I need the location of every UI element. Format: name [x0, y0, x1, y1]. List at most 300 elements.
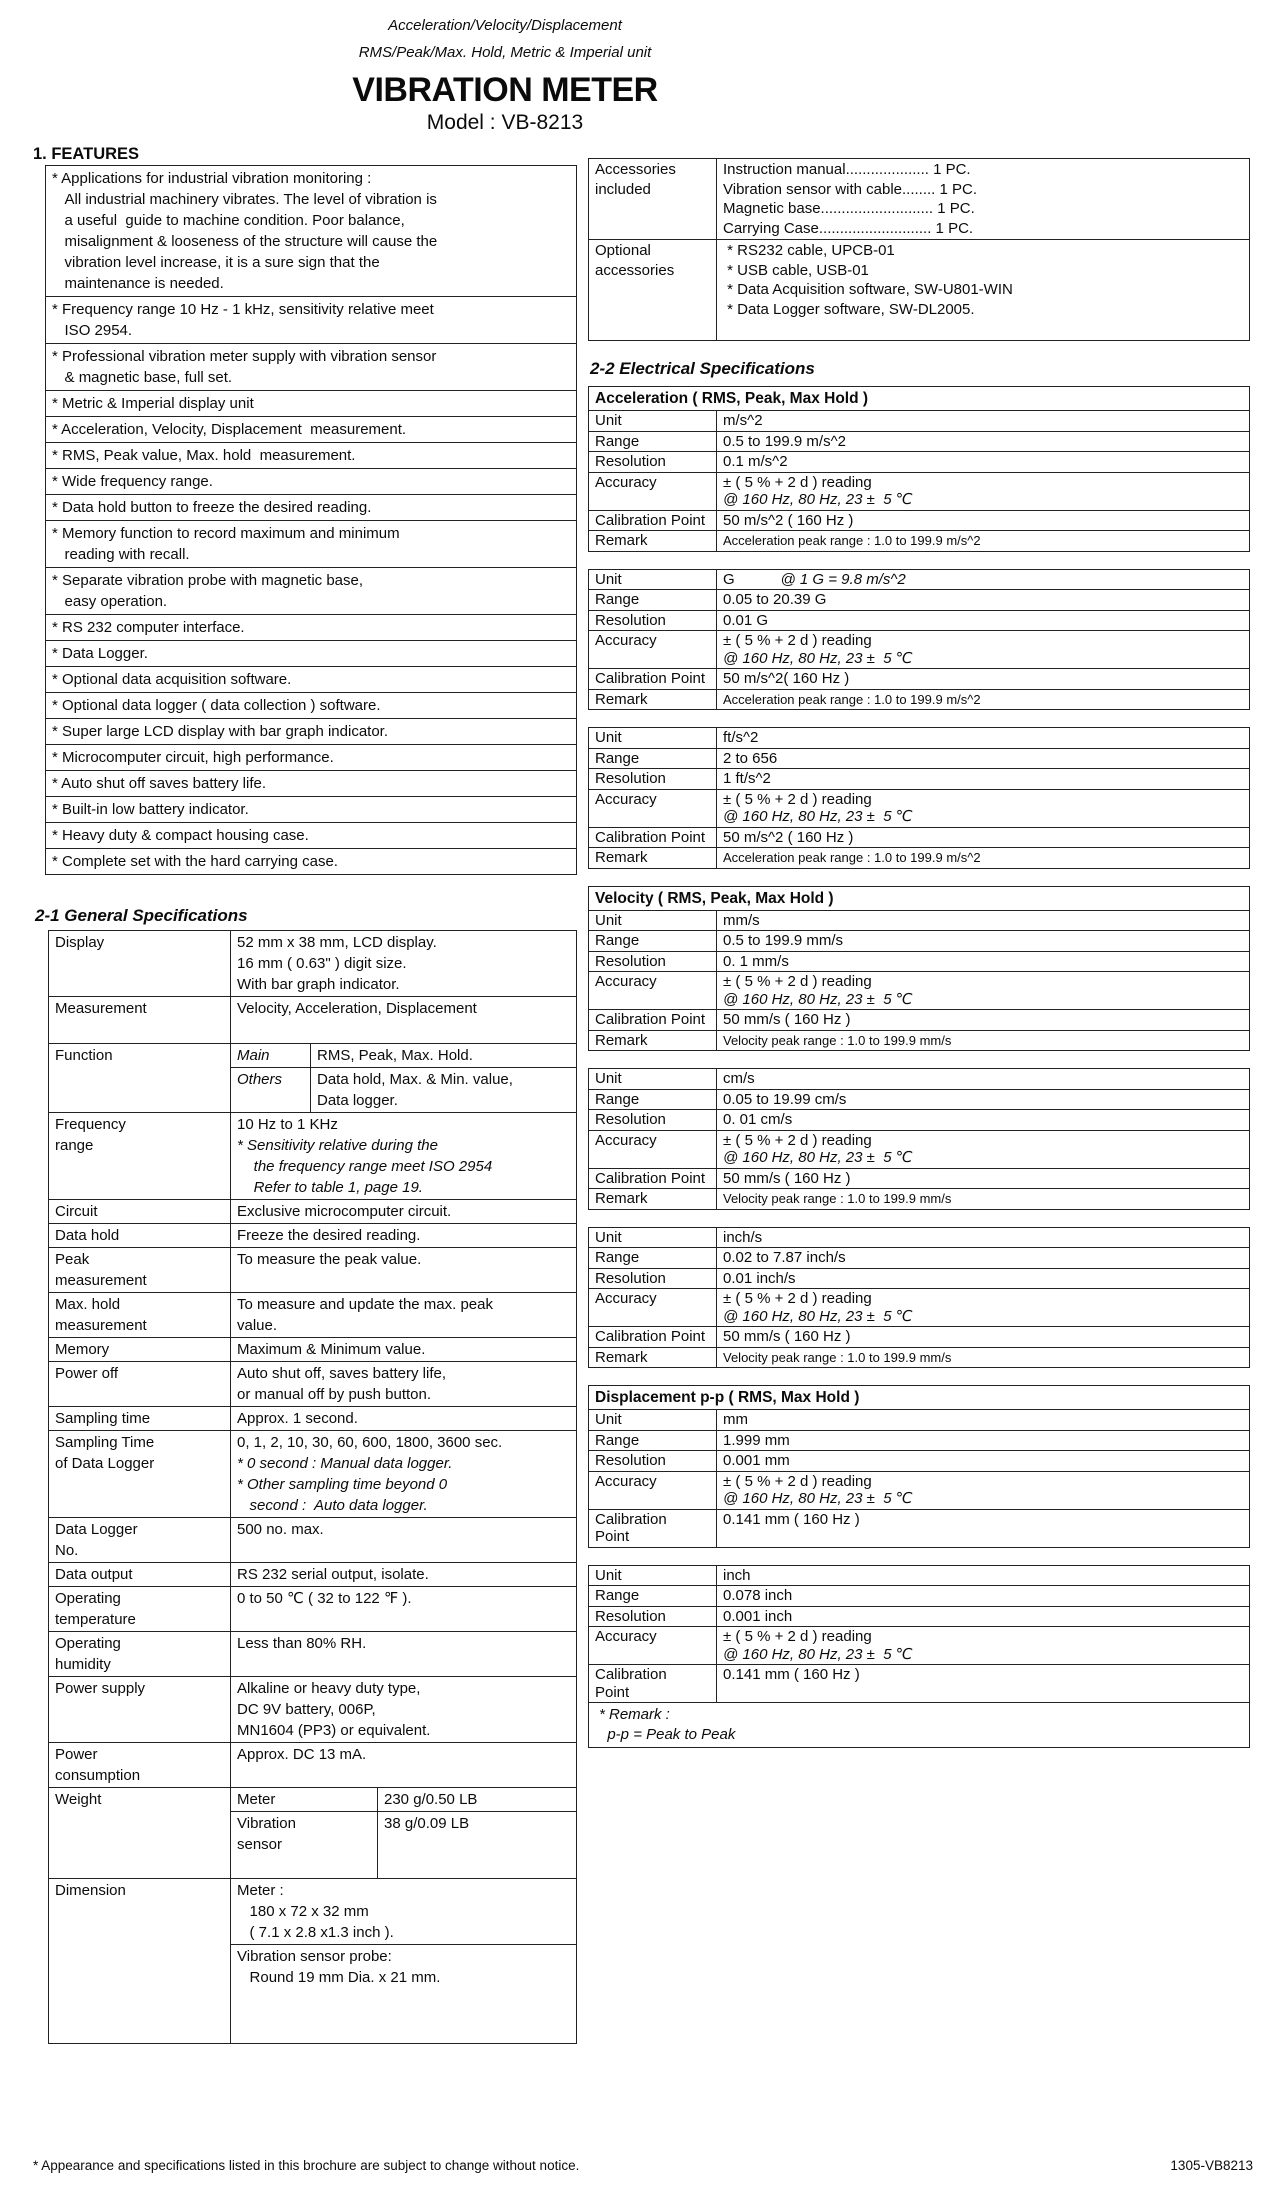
spec-value-cell — [231, 1407, 576, 1430]
text-line — [723, 532, 1243, 550]
text-segment: Unit — [595, 1566, 622, 1584]
table-remark-row — [589, 1702, 1249, 1747]
text-segment: reading with recall. — [52, 546, 190, 563]
text-line — [237, 1720, 570, 1741]
spec-row — [49, 1337, 576, 1361]
spec-table — [588, 1565, 1250, 1749]
text-segment: 50 mm/s ( 160 Hz ) — [723, 1011, 851, 1028]
text-line — [723, 1111, 1243, 1129]
spec-label-cell — [49, 931, 231, 996]
table-label-cell — [589, 1566, 717, 1586]
feature-item — [46, 166, 576, 296]
text-line — [595, 1432, 710, 1450]
text-segment: Range — [595, 1090, 640, 1108]
text-line — [52, 210, 570, 231]
text-segment: @ 160 Hz, 80 Hz, 23 ± 5 ℃ — [723, 1645, 913, 1663]
text-line — [595, 591, 710, 609]
table-value-cell — [717, 1269, 1249, 1289]
feature-item — [46, 640, 576, 666]
text-segment: * Professional vibration meter supply with vibration sensor — [52, 348, 437, 365]
text-segment: 0.141 mm ( 160 Hz ) — [723, 1666, 860, 1683]
text-segment: Operating — [55, 1590, 121, 1607]
table-value-cell — [717, 828, 1249, 848]
text-line — [237, 1519, 570, 1540]
spec-label-cell — [49, 1632, 231, 1676]
spec-subrow — [231, 1811, 576, 1878]
text-line — [52, 851, 570, 872]
table-row — [589, 1069, 1249, 1089]
text-line — [595, 532, 710, 550]
text-line — [55, 1588, 224, 1609]
text-line — [723, 791, 1243, 809]
text-segment: sensor — [237, 1836, 283, 1853]
text-segment: * Remark : — [599, 1706, 670, 1723]
text-line — [55, 1519, 224, 1540]
text-line — [595, 1328, 710, 1346]
table-label-cell — [589, 411, 717, 431]
text-line — [52, 252, 570, 273]
text-segment: included — [595, 180, 651, 198]
text-segment: Alkaline or heavy duty type, — [237, 1680, 421, 1697]
text-segment: * Data Logger. — [52, 645, 148, 662]
text-line — [595, 1349, 710, 1367]
text-line — [723, 591, 1243, 609]
text-line — [595, 1666, 710, 1684]
text-segment: Auto shut off, saves battery life, — [237, 1365, 447, 1382]
text-segment: 52 mm x 38 mm, LCD display. — [237, 934, 437, 951]
table-row — [589, 1168, 1249, 1189]
table-label-cell — [589, 1110, 717, 1130]
text-line — [595, 261, 710, 281]
text-line — [595, 1628, 710, 1646]
text-line — [317, 1069, 570, 1090]
text-segment: 2 to 656 — [723, 749, 778, 767]
spec-row — [49, 1361, 576, 1406]
accessories-table-container — [588, 158, 1250, 341]
header-subtitle-2: RMS/Peak/Max. Hold, Metric & Imperial unit — [358, 44, 652, 61]
table-row — [589, 1430, 1249, 1451]
text-segment: Calibration Point — [595, 1328, 706, 1345]
table-label-cell — [589, 972, 717, 1009]
text-segment: Carrying Case........................... 1 PC. — [723, 219, 974, 237]
table-value-cell — [717, 790, 1249, 827]
feature-item — [46, 692, 576, 718]
text-segment: Unit — [595, 570, 622, 588]
text-segment: ± ( 5 % + 2 d ) reading — [723, 1472, 872, 1490]
text-segment: @ 160 Hz, 80 Hz, 23 ± 5 ℃ — [723, 491, 913, 508]
spec-table — [588, 1068, 1250, 1210]
text-line — [595, 612, 710, 630]
text-line — [723, 932, 1243, 950]
table-title: Velocity ( RMS, Peak, Max Hold ) — [595, 889, 834, 907]
text-segment: Power supply — [55, 1680, 146, 1697]
text-line — [52, 445, 570, 466]
text-segment: Data Logger — [55, 1521, 138, 1538]
table-value-cell — [717, 411, 1249, 431]
text-segment: 50 m/s^2 ( 160 Hz ) — [723, 511, 854, 529]
text-segment: RMS, Peak, Max. Hold. — [317, 1047, 473, 1064]
spec-value-area — [231, 1563, 576, 1586]
table-label-cell — [589, 828, 717, 848]
text-segment: Remark — [595, 1190, 648, 1207]
text-segment: Range — [595, 932, 640, 949]
table-value-cell — [717, 1327, 1249, 1347]
text-segment: Resolution — [595, 952, 666, 970]
text-segment: 180 x 72 x 32 mm — [237, 1903, 369, 1920]
text-segment: Remark — [595, 1031, 648, 1049]
text-line — [595, 1170, 710, 1188]
text-line — [723, 670, 1243, 688]
text-segment: 38 g/0.09 LB — [384, 1815, 470, 1832]
table-title: Acceleration ( RMS, Peak, Max Hold ) — [595, 390, 869, 407]
table-value-cell — [717, 848, 1249, 868]
text-segment: ± ( 5 % + 2 d ) reading — [723, 632, 872, 649]
table-label-cell — [589, 1289, 717, 1326]
text-segment: Point — [595, 1528, 630, 1545]
text-line — [52, 591, 570, 612]
text-segment: 0. 1 mm/s — [723, 952, 789, 970]
text-segment: Acceleration peak range : 1.0 to 199.9 m/s^2 — [723, 533, 981, 548]
spec-value-area — [231, 1248, 576, 1292]
feature-item — [46, 848, 576, 874]
text-line — [55, 1654, 224, 1675]
table-value-cell — [717, 1131, 1249, 1168]
text-segment: * Data Acquisition software, SW-U801-WIN — [723, 281, 1013, 298]
feature-item — [46, 614, 576, 640]
spec-value-cell — [231, 1362, 576, 1406]
text-segment: * Memory function to record maximum and minimum — [52, 525, 400, 542]
text-line — [595, 829, 710, 847]
table-row — [589, 589, 1249, 610]
spec-label-cell — [49, 1407, 231, 1430]
text-line — [237, 932, 570, 953]
text-segment: Calibration — [595, 1666, 667, 1683]
text-segment: * Frequency range 10 Hz - 1 kHz, sensitivity relative meet — [52, 301, 434, 318]
feature-item — [46, 796, 576, 822]
text-line — [237, 1699, 570, 1720]
text-segment: Acceleration peak range : 1.0 to 199.9 m/s^2 — [723, 850, 981, 865]
text-segment: Measurement — [55, 1000, 147, 1017]
feature-item — [46, 567, 576, 614]
spec-label-cell — [49, 1113, 231, 1199]
features-heading: 1. FEATURES — [33, 145, 140, 163]
table-row — [589, 1268, 1249, 1289]
text-segment: 0.001 inch — [723, 1607, 793, 1625]
spec-value-cell — [231, 1677, 576, 1742]
feature-item — [46, 770, 576, 796]
table-row — [589, 1566, 1249, 1586]
text-segment: @ 160 Hz, 80 Hz, 23 ± 5 ℃ — [723, 990, 913, 1008]
text-segment: 0.5 to 199.9 m/s^2 — [723, 432, 846, 450]
spec-value-area — [231, 1200, 576, 1223]
text-segment: @ 160 Hz, 80 Hz, 23 ± 5 ℃ — [723, 1490, 913, 1507]
text-line — [723, 261, 1243, 281]
spec-value-area — [231, 1338, 576, 1361]
text-line — [237, 1339, 570, 1360]
text-line — [237, 1678, 570, 1699]
text-segment: * Auto shut off saves battery life. — [52, 775, 267, 792]
text-line — [237, 1834, 371, 1855]
table-value-cell — [717, 911, 1249, 931]
text-segment: 0 to 50 ℃ ( 32 to 122 ℉ ). — [237, 1590, 412, 1607]
text-line — [55, 1363, 224, 1384]
spec-label-cell — [49, 1563, 231, 1586]
text-segment: Sampling time — [55, 1410, 151, 1427]
text-segment: * RS 232 computer interface. — [52, 619, 245, 636]
text-segment: 0.001 mm — [723, 1452, 790, 1469]
text-line — [237, 1045, 304, 1066]
table-label-cell — [589, 473, 717, 510]
page-title: VIBRATION METER — [352, 71, 658, 109]
spec-label-cell — [49, 1788, 231, 1878]
text-segment: 1.999 mm — [723, 1431, 790, 1449]
table-label-cell — [589, 749, 717, 769]
table-row — [589, 910, 1249, 931]
table-label-cell — [589, 1031, 717, 1051]
text-line — [237, 1249, 570, 1270]
text-segment: ISO 2954. — [52, 322, 133, 339]
table-label-cell — [589, 452, 717, 472]
table-row — [589, 1626, 1249, 1664]
general-specs-table — [48, 930, 577, 2044]
spec-value-area — [231, 1224, 576, 1247]
text-segment: Calibration — [595, 1510, 667, 1528]
text-line — [595, 1511, 710, 1529]
spec-label-cell — [49, 1044, 231, 1112]
text-segment: ± ( 5 % + 2 d ) reading — [723, 473, 872, 491]
text-segment: * Applications for industrial vibration monitoring : — [52, 170, 372, 187]
text-line — [52, 299, 570, 320]
text-line — [723, 1290, 1243, 1308]
text-line — [52, 273, 570, 294]
text-line — [595, 474, 710, 492]
table-label-cell — [589, 769, 717, 789]
text-line — [723, 512, 1243, 530]
table-value-cell — [717, 972, 1249, 1009]
text-line — [595, 1587, 710, 1605]
text-line — [723, 1091, 1243, 1109]
spec-label-cell — [49, 1431, 231, 1517]
table-value-cell — [717, 728, 1249, 748]
text-line — [55, 1633, 224, 1654]
text-line — [55, 1339, 224, 1360]
text-line — [723, 219, 1243, 239]
text-line — [723, 1011, 1243, 1029]
table-label-cell — [589, 511, 717, 531]
table-row — [589, 728, 1249, 748]
spec-value-cell — [231, 931, 576, 996]
table-row — [589, 239, 1249, 340]
spec-row — [49, 1112, 576, 1199]
text-line — [55, 1744, 224, 1765]
table-label-cell — [589, 952, 717, 972]
text-segment: * Wide frequency range. — [52, 473, 213, 490]
text-segment: Unit — [595, 729, 622, 746]
text-line — [595, 691, 710, 709]
text-line — [55, 1270, 224, 1291]
text-line — [595, 1567, 710, 1585]
text-segment: Accuracy — [595, 632, 657, 649]
table-label-cell — [589, 631, 717, 668]
table-label-cell — [589, 1665, 717, 1702]
spec-subvalue-cell — [378, 1788, 576, 1811]
text-line — [52, 471, 570, 492]
spec-value-area — [231, 997, 576, 1043]
table-label-cell — [589, 1510, 717, 1547]
text-segment: cm/s — [723, 1070, 755, 1087]
model-number: Model : VB-8213 — [426, 111, 584, 134]
text-line — [595, 1229, 710, 1247]
text-segment: * 0 second : Manual data logger. — [237, 1455, 453, 1472]
text-segment: Magnetic base........................... 1 PC. — [723, 200, 975, 217]
text-segment: Velocity peak range : 1.0 to 199.9 mm/s — [723, 1032, 952, 1048]
text-line — [52, 825, 570, 846]
text-line — [723, 912, 1243, 930]
text-line — [723, 433, 1243, 451]
text-segment: * Data hold button to freeze the desired reading. — [52, 499, 372, 516]
spec-row — [49, 1787, 576, 1878]
table-value-cell — [717, 240, 1249, 340]
text-segment: Others — [237, 1071, 283, 1088]
feature-item — [46, 442, 576, 468]
text-segment: ( 7.1 x 2.8 x1.3 inch ). — [237, 1924, 394, 1941]
text-line — [723, 1349, 1243, 1367]
spec-row — [49, 1562, 576, 1586]
text-segment: Unit — [595, 911, 622, 929]
text-line — [52, 497, 570, 518]
spec-label-cell — [49, 1362, 231, 1406]
text-line — [723, 474, 1243, 492]
text-segment: inch — [723, 1566, 751, 1584]
text-line — [237, 1225, 570, 1246]
text-line — [723, 160, 1243, 180]
text-segment: Vibration sensor with cable........ 1 PC. — [723, 180, 978, 198]
table-label-cell — [589, 1410, 717, 1430]
table-value-cell — [717, 931, 1249, 951]
text-line — [723, 1666, 1243, 1684]
table-row — [589, 827, 1249, 848]
left-column — [33, 144, 577, 2044]
text-line — [595, 1032, 710, 1050]
text-line — [595, 1684, 710, 1702]
text-line — [55, 1432, 224, 1453]
text-line — [52, 231, 570, 252]
text-line — [595, 912, 710, 930]
text-segment: vibration level increase, it is a sure sign that the — [52, 254, 380, 271]
spec-value-area — [231, 1788, 576, 1878]
table-value-cell — [717, 159, 1249, 239]
text-segment: * USB cable, USB-01 — [723, 261, 869, 279]
text-line — [237, 1922, 570, 1943]
text-line — [237, 1201, 570, 1222]
text-segment: Point — [595, 1683, 630, 1701]
text-segment: Range — [595, 1431, 640, 1449]
text-line — [723, 1567, 1243, 1585]
text-segment: Range — [595, 1587, 640, 1604]
table-row — [589, 1109, 1249, 1130]
table-label-cell — [589, 570, 717, 590]
spec-value-cell — [231, 1743, 576, 1766]
text-segment: Accuracy — [595, 1472, 657, 1490]
text-segment: Accuracy — [595, 973, 657, 990]
text-segment: DC 9V battery, 006P, — [237, 1701, 376, 1718]
text-line — [595, 453, 710, 471]
text-segment: Resolution — [595, 770, 666, 787]
spec-row — [49, 1631, 576, 1676]
text-line — [237, 974, 570, 995]
spec-value-cell — [231, 1224, 576, 1247]
text-segment: * Data Logger software, SW-DL2005. — [723, 300, 975, 318]
feature-item — [46, 744, 576, 770]
text-segment: measurement — [55, 1272, 147, 1289]
text-segment: 0.1 m/s^2 — [723, 453, 788, 470]
text-segment: easy operation. — [52, 593, 168, 610]
text-line — [595, 512, 710, 530]
text-line — [237, 1069, 304, 1090]
text-segment: @ 160 Hz, 80 Hz, 23 ± 5 ℃ — [723, 1307, 913, 1325]
text-line — [595, 1608, 710, 1626]
table-value-cell — [717, 1607, 1249, 1627]
text-line — [55, 1249, 224, 1270]
table-label-cell — [589, 1348, 717, 1368]
text-line — [723, 453, 1243, 471]
text-segment: 0.05 to 20.39 G — [723, 591, 827, 608]
text-segment: Data hold, Max. & Min. value, — [317, 1071, 513, 1088]
feature-item — [46, 520, 576, 567]
text-segment: 0.078 inch — [723, 1587, 793, 1604]
text-segment: of Data Logger — [55, 1455, 155, 1472]
text-segment: Approx. 1 second. — [237, 1410, 358, 1427]
text-line — [723, 1032, 1243, 1050]
text-line — [52, 168, 570, 189]
text-line — [52, 393, 570, 414]
spec-value-cell — [231, 1338, 576, 1361]
table-value-cell — [717, 1431, 1249, 1451]
text-segment: Unit — [595, 1070, 622, 1087]
text-segment: * Other sampling time beyond 0 — [237, 1476, 448, 1493]
spec-row — [49, 1742, 576, 1787]
feature-item — [46, 468, 576, 494]
table-label-cell — [589, 728, 717, 748]
text-segment: G — [723, 570, 735, 588]
spec-value-cell — [231, 1944, 576, 2043]
text-line — [384, 1789, 570, 1810]
text-segment: MN1604 (PP3) or equivalent. — [237, 1722, 431, 1739]
text-line — [237, 1114, 570, 1135]
table-label-cell — [589, 1248, 717, 1268]
text-line — [595, 750, 710, 768]
spec-label-cell — [49, 1743, 231, 1787]
text-line — [723, 1270, 1243, 1288]
spec-table — [588, 158, 1250, 341]
text-segment: Accuracy — [595, 473, 657, 491]
text-segment: 0.05 to 19.99 cm/s — [723, 1090, 847, 1108]
text-segment: Range — [595, 749, 640, 767]
table-row — [589, 1664, 1249, 1702]
table-value-cell — [717, 1566, 1249, 1586]
text-line — [723, 849, 1243, 867]
text-line — [55, 1609, 224, 1630]
text-line — [52, 189, 570, 210]
text-segment: 0.5 to 199.9 mm/s — [723, 932, 844, 949]
text-segment: Calibration Point — [595, 1169, 706, 1187]
spec-value-cell — [231, 1518, 576, 1541]
text-segment: * Complete set with the hard carrying case. — [52, 853, 338, 870]
text-segment: 50 m/s^2( 160 Hz ) — [723, 670, 850, 687]
text-segment: To measure and update the max. peak — [237, 1296, 493, 1313]
text-line — [237, 1294, 570, 1315]
general-specs-heading: 2-1 General Specifications — [35, 906, 248, 925]
